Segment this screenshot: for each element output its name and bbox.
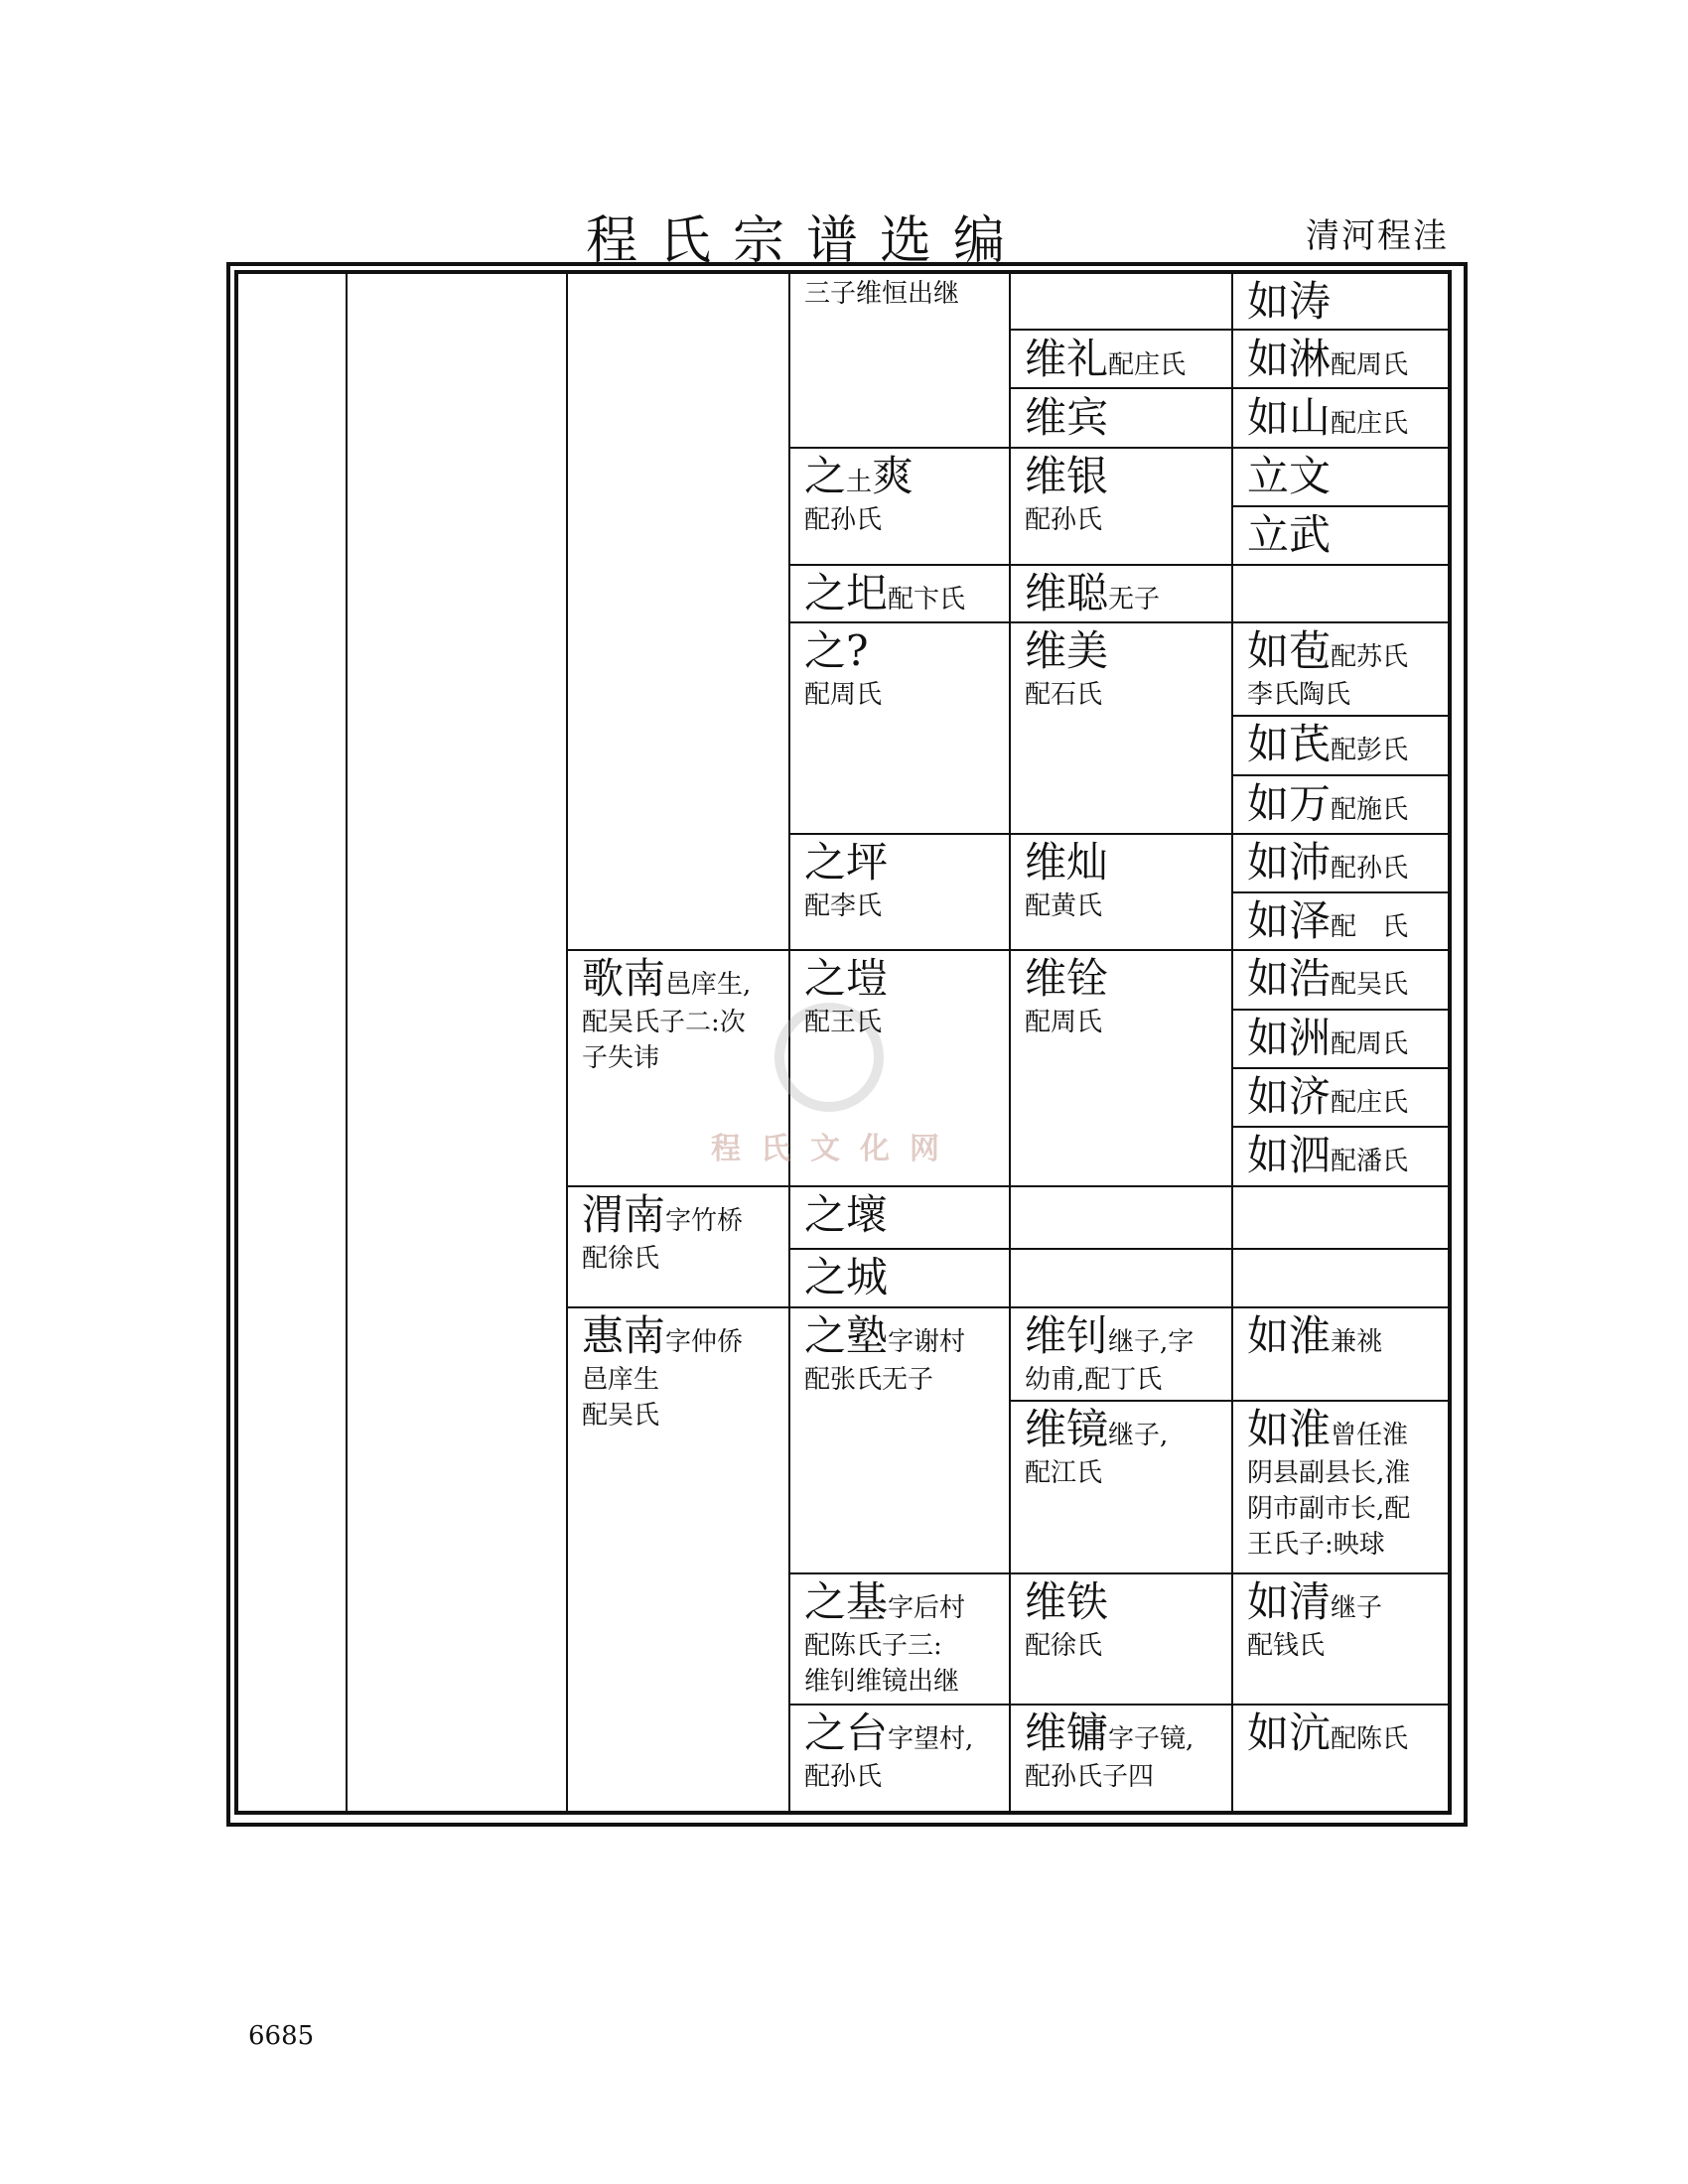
person-name: 立文 [1247,452,1332,500]
person-name: 如沛 [1247,838,1332,887]
cell-ru [1233,274,1450,329]
person-name: 维银 [1025,452,1109,500]
cell-wei [1011,951,1231,1185]
cell-ru [1233,1128,1450,1185]
cell-ru [1233,1011,1450,1067]
person-name: 维礼 [1025,335,1109,383]
person-name-small: 土 [846,468,873,497]
cell-wei [1011,390,1231,447]
cell-nan [568,1308,788,1813]
person-name: 如芪 [1247,720,1332,768]
row-divider [1231,1185,1450,1187]
person-name: 如万 [1247,779,1332,828]
person-note: 配施氏 [1331,795,1409,825]
person-note: 配孙氏 [804,505,883,535]
cell-zhi [790,1250,1009,1306]
person-note: 字望村, [888,1724,974,1754]
cell-ru [1233,835,1450,891]
person-note: 字仲侨 [665,1327,744,1357]
person-note: 配周氏 [804,680,883,710]
cell-wei [1011,332,1231,387]
person-note: 配吴氏 [582,1401,660,1431]
person-name: 如泽 [1247,896,1332,945]
cell-wei [1011,623,1231,833]
cell-wei [1011,1706,1231,1813]
person-name: 维镜 [1025,1405,1109,1453]
page-subtitle: 清河程洼 [1306,216,1449,256]
cell-wei [1011,1402,1231,1572]
cell-zhi [790,951,1009,1185]
row-divider [1231,564,1450,566]
cell-ru [1233,776,1450,833]
person-name: 之塏 [804,954,889,1003]
person-name: 维聪 [1025,569,1109,617]
person-note: 继子,字 [1108,1327,1195,1357]
row-divider [1009,329,1231,331]
row-divider [1009,387,1231,389]
person-name: 如淮 [1247,1405,1332,1453]
cell-ru [1233,449,1450,505]
person-name: 惠南 [582,1311,666,1360]
cell-ru [1233,1308,1450,1400]
person-note: 配石氏 [1025,680,1103,710]
person-note: 字竹桥 [665,1206,744,1236]
cell-wei [1011,566,1231,621]
cell-wei [1011,449,1231,564]
person-note: 兼祧 [1331,1327,1383,1357]
person-name: 维宾 [1025,393,1109,442]
person-note: 李氏陶氏 [1247,680,1351,710]
cell-zhi [790,623,1009,833]
cell-zhi [790,1574,1009,1704]
person-note: 配徐氏 [582,1244,660,1274]
person-name: 如洲 [1247,1014,1332,1062]
person-name: 维镛 [1025,1708,1109,1757]
cell-ru [1233,717,1450,774]
person-note: 继子, [1108,1421,1169,1450]
person-note: 邑庠生 [582,1365,660,1395]
person-note: 字后村 [888,1593,966,1623]
person-name: 歌南 [582,954,666,1003]
person-note: 配庄氏 [1331,409,1409,439]
cell-zhi [790,835,1009,949]
person-note: 配卞氏 [888,585,966,614]
person-note: 配黄氏 [1025,891,1103,921]
page-title: 程氏宗谱选编 [586,211,1028,271]
person-note: 字子镜, [1108,1724,1195,1754]
person-note: 配彭氏 [1331,736,1409,765]
person-note: 配潘氏 [1331,1147,1409,1176]
person-note: 配周氏 [1331,350,1409,380]
person-note: 无子 [1108,585,1161,614]
person-name: 之坪 [804,838,889,887]
cell-ru [1233,1402,1450,1572]
person-name: 如沆 [1247,1708,1332,1757]
row-divider [1231,1248,1450,1250]
person-note: 配孙氏子四 [1025,1762,1155,1792]
cell-ru [1233,507,1450,564]
person-note: 配吴氏子二:次 [582,1008,746,1037]
person-name: 如淋 [1247,335,1332,383]
person-name: 如泗 [1247,1131,1332,1179]
person-name: 立武 [1247,510,1332,559]
person-name: 维钊 [1025,1311,1109,1360]
person-note: 配周氏 [1025,1008,1103,1037]
person-note: 配徐氏 [1025,1631,1103,1661]
person-note: 配陈氏子三: [804,1631,942,1661]
cell-ru [1233,1706,1450,1813]
person-note: 配孙氏 [1331,854,1409,884]
person-name: 之? [804,626,869,675]
person-note: 配庄氏 [1331,1088,1409,1118]
cell-ru [1233,1574,1450,1704]
person-name: 如淮 [1247,1311,1332,1360]
person-note: 继子 [1331,1593,1383,1623]
person-note: 邑庠生, [665,970,752,1000]
person-name: 维灿 [1025,838,1109,887]
person-name: 之台 [804,1708,889,1757]
cell-ru [1233,390,1450,447]
row-divider [1009,1185,1231,1187]
person-name: 之圯 [804,569,889,617]
cell-zhi [790,1187,1009,1248]
cell-ru [1233,332,1450,387]
person-note: 配王氏 [804,1008,883,1037]
person-note: 配庄氏 [1108,350,1187,380]
person-name: 如苞 [1247,626,1332,675]
cell-note: 三子维恒出继 [804,279,960,309]
person-note: 王氏子:映球 [1247,1530,1385,1560]
cell-ru [1233,893,1450,949]
person-note: 阴县副县长,淮 [1247,1458,1411,1488]
cell-ru [1233,951,1450,1009]
col-divider [346,272,348,1813]
person-note: 配周氏 [1331,1029,1409,1059]
row-divider [1231,329,1450,331]
page-number: 6685 [248,2021,315,2051]
person-note: 配江氏 [1025,1458,1103,1488]
person-note: 配张氏无子 [804,1365,934,1395]
cell-zhi [790,566,1009,621]
row-divider [1009,1248,1231,1250]
person-name: 之基 [804,1577,889,1626]
cell-nan [568,951,788,1185]
person-note: 配孙氏 [1025,505,1103,535]
person-note: 字谢村 [888,1327,966,1357]
cell-wei [1011,1574,1231,1704]
person-note: 子失讳 [582,1043,660,1073]
person-note: 阴市副市长,配 [1247,1494,1411,1524]
cell-wei [1011,1308,1231,1400]
person-note: 配吴氏 [1331,970,1409,1000]
cell-zhi [790,274,1009,329]
cell-wei [1011,835,1231,949]
person-name: 之壞 [804,1190,889,1239]
person-note: 配钱氏 [1247,1631,1326,1661]
cell-ru [1233,623,1450,715]
person-name: 维铨 [1025,954,1109,1003]
person-name: 之城 [804,1253,889,1301]
person-note: 维钊维镜出继 [804,1667,960,1697]
person-note: 幼甫,配丁氏 [1025,1365,1163,1395]
row-divider [1231,387,1450,389]
person-name: 如清 [1247,1577,1332,1626]
person-name: 之塾 [804,1311,889,1360]
person-note: 曾任淮 [1331,1421,1409,1450]
cell-zhi [790,1308,1009,1572]
cell-ru [1233,1069,1450,1126]
cell-zhi [790,449,1009,564]
person-name: 如浩 [1247,954,1332,1003]
watermark-text: 程氏文化网 [711,1132,959,1166]
person-name: 维美 [1025,626,1109,675]
person-note: 配李氏 [804,891,883,921]
person-note: 配陈氏 [1331,1724,1409,1754]
person-note: 配 氏 [1331,912,1409,942]
person-name: 如山 [1247,393,1332,442]
cell-nan [568,1187,788,1306]
person-name: 之 [804,452,847,500]
person-name: 如涛 [1247,277,1332,326]
person-name: 维铁 [1025,1577,1109,1626]
person-name: 如济 [1247,1072,1332,1121]
person-note: 配苏氏 [1331,642,1409,672]
person-note: 配孙氏 [804,1762,883,1792]
person-name: 爽 [872,452,914,500]
cell-zhi [790,1706,1009,1813]
person-name: 渭南 [582,1190,666,1239]
